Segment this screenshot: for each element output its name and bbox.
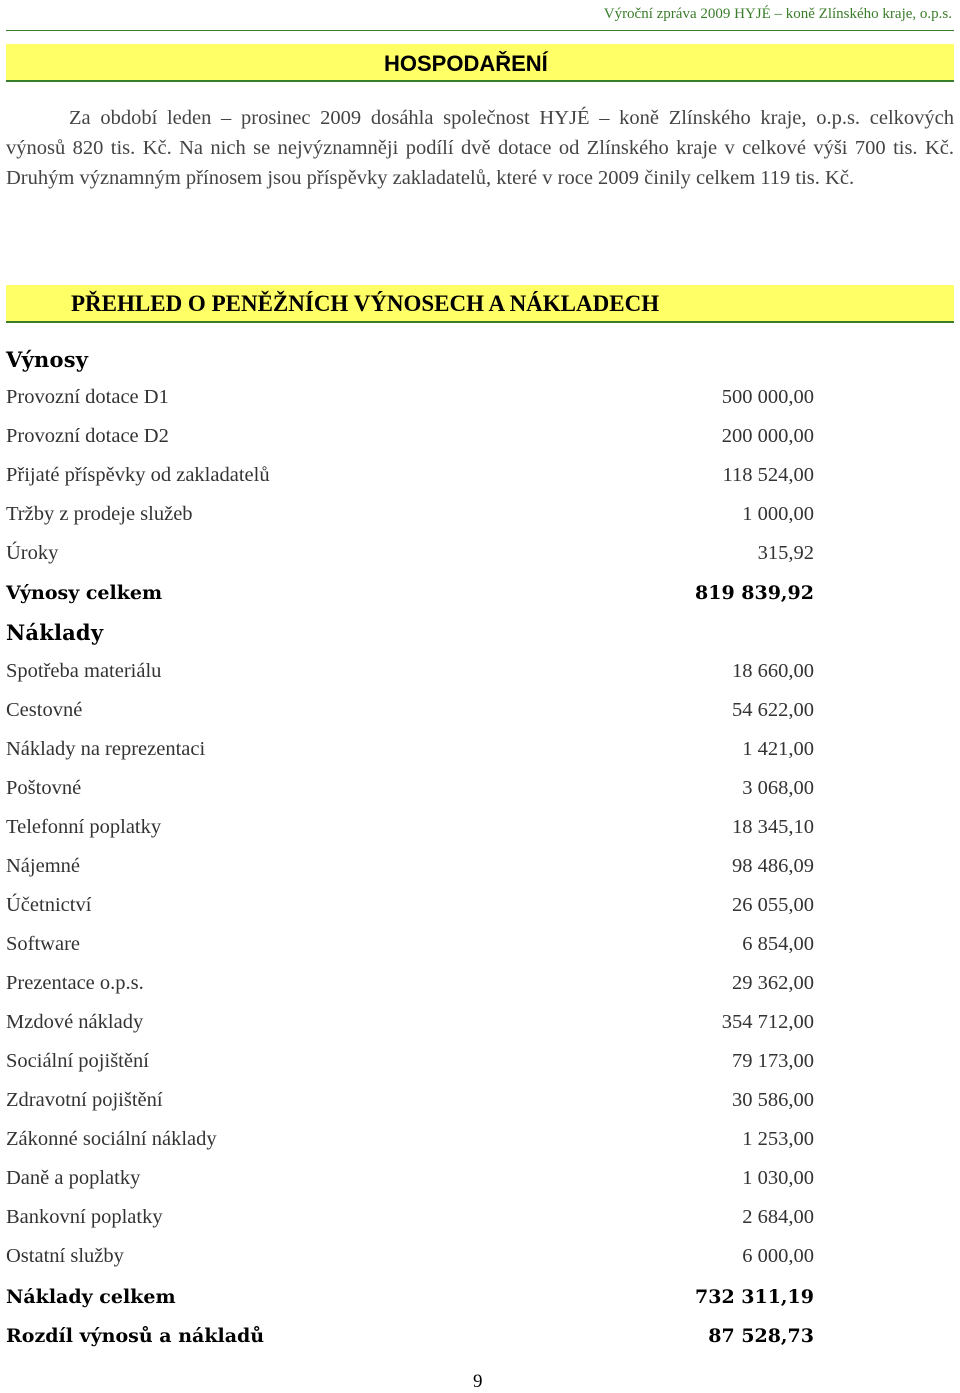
section-title: HOSPODAŘENÍ bbox=[384, 51, 548, 76]
row-label: Software bbox=[6, 933, 81, 955]
row-label: Nájemné bbox=[6, 855, 80, 877]
row-value: 54 622,00 bbox=[732, 699, 814, 721]
row-label: Bankovní poplatky bbox=[6, 1206, 163, 1228]
cost-row bbox=[6, 1089, 814, 1119]
row-value: 98 486,09 bbox=[732, 855, 814, 877]
row-label: Prezentace o.p.s. bbox=[6, 972, 144, 994]
row-label: Spotřeba materiálu bbox=[6, 660, 162, 682]
cost-row bbox=[6, 738, 814, 768]
cost-row bbox=[6, 1206, 814, 1236]
row-label: Sociální pojištění bbox=[6, 1050, 149, 1072]
row-label: Přijaté příspěvky od zakladatelů bbox=[6, 464, 270, 486]
cost-row bbox=[6, 816, 814, 846]
difference-row bbox=[6, 1325, 814, 1355]
overview-title: PŘEHLED O PENĚŽNÍCH VÝNOSECH A NÁKLADECH bbox=[71, 291, 660, 316]
row-value: 354 712,00 bbox=[721, 1011, 814, 1033]
row-value: 26 055,00 bbox=[732, 894, 814, 916]
cost-row bbox=[6, 777, 814, 807]
row-value: 315,92 bbox=[757, 542, 814, 564]
row-value: 30 586,00 bbox=[732, 1089, 814, 1111]
cost-row bbox=[6, 855, 814, 885]
intro-paragraph: Za období leden – prosinec 2009 dosáhla společnost HYJÉ – koně Zlínského kraje, o.p.s. celkových výnosů 820 tis. Kč. Na nich se nejvýznamněji podílí dvě dotace od Zlínského kraje v celkové výši 700 tis. Kč. Druhým významným přínosem jsou příspěvky zakladatelů, které v roce 2009 činily celkem 119 tis. Kč. bbox=[6, 107, 954, 189]
row-label: Mzdové náklady bbox=[6, 1011, 144, 1033]
row-value: 3 068,00 bbox=[742, 777, 814, 799]
revenue-row bbox=[6, 464, 814, 494]
row-label: Ostatní služby bbox=[6, 1245, 124, 1267]
cost-row bbox=[6, 1245, 814, 1275]
row-label: Telefonní poplatky bbox=[6, 816, 162, 838]
revenue-row bbox=[6, 503, 814, 533]
row-label: Daně a poplatky bbox=[6, 1167, 141, 1189]
row-label: Tržby z prodeje služeb bbox=[6, 503, 193, 525]
revenue-row bbox=[6, 542, 814, 572]
cost-row bbox=[6, 894, 814, 924]
row-label: Výnosy celkem bbox=[6, 582, 163, 604]
cost-row bbox=[6, 660, 814, 690]
row-value: 1 030,00 bbox=[742, 1167, 814, 1189]
cost-row bbox=[6, 1167, 814, 1197]
revenue-heading: Výnosy bbox=[6, 347, 89, 372]
row-label: Cestovné bbox=[6, 699, 83, 721]
header-rule bbox=[6, 30, 954, 31]
row-value: 500 000,00 bbox=[721, 386, 814, 408]
page-number: 9 bbox=[473, 1371, 483, 1392]
row-label: Účetnictví bbox=[6, 894, 92, 916]
cost-row bbox=[6, 1050, 814, 1080]
row-value: 18 660,00 bbox=[732, 660, 814, 682]
row-label: Náklady na reprezentaci bbox=[6, 738, 206, 760]
row-label: Provozní dotace D2 bbox=[6, 425, 169, 447]
running-header: Výroční zpráva 2009 HYJÉ – koně Zlínského kraje, o.p.s. bbox=[603, 6, 952, 22]
row-value: 819 839,92 bbox=[695, 582, 814, 604]
cost-row bbox=[6, 1011, 814, 1041]
cost-row bbox=[6, 1128, 814, 1158]
row-label: Náklady celkem bbox=[6, 1286, 176, 1308]
row-value: 29 362,00 bbox=[732, 972, 814, 994]
cost-row bbox=[6, 699, 814, 729]
overview-title-band bbox=[6, 285, 954, 323]
row-value: 200 000,00 bbox=[721, 425, 814, 447]
section-title-band bbox=[6, 44, 954, 82]
row-label: Poštovné bbox=[6, 777, 82, 799]
row-value: 732 311,19 bbox=[695, 1286, 814, 1308]
revenue-total-row bbox=[6, 582, 814, 612]
cost-row bbox=[6, 972, 814, 1002]
row-label: Zdravotní pojištění bbox=[6, 1089, 163, 1111]
row-value: 1 253,00 bbox=[742, 1128, 814, 1150]
row-value: 1 421,00 bbox=[742, 738, 814, 760]
row-label: Rozdíl výnosů a nákladů bbox=[6, 1325, 265, 1347]
cost-row bbox=[6, 933, 814, 963]
row-value: 1 000,00 bbox=[742, 503, 814, 525]
row-value: 79 173,00 bbox=[732, 1050, 814, 1072]
row-label: Provozní dotace D1 bbox=[6, 386, 169, 408]
row-value: 6 000,00 bbox=[742, 1245, 814, 1267]
cost-total-row bbox=[6, 1286, 814, 1316]
row-value: 87 528,73 bbox=[708, 1325, 814, 1347]
row-value: 18 345,10 bbox=[732, 816, 814, 838]
revenue-row bbox=[6, 425, 814, 455]
row-value: 6 854,00 bbox=[742, 933, 814, 955]
revenue-row bbox=[6, 386, 814, 416]
row-label: Úroky bbox=[6, 542, 59, 564]
row-value: 2 684,00 bbox=[742, 1206, 814, 1228]
row-label: Zákonné sociální náklady bbox=[6, 1128, 217, 1150]
cost-heading: Náklady bbox=[6, 620, 104, 645]
row-value: 118 524,00 bbox=[722, 464, 814, 486]
